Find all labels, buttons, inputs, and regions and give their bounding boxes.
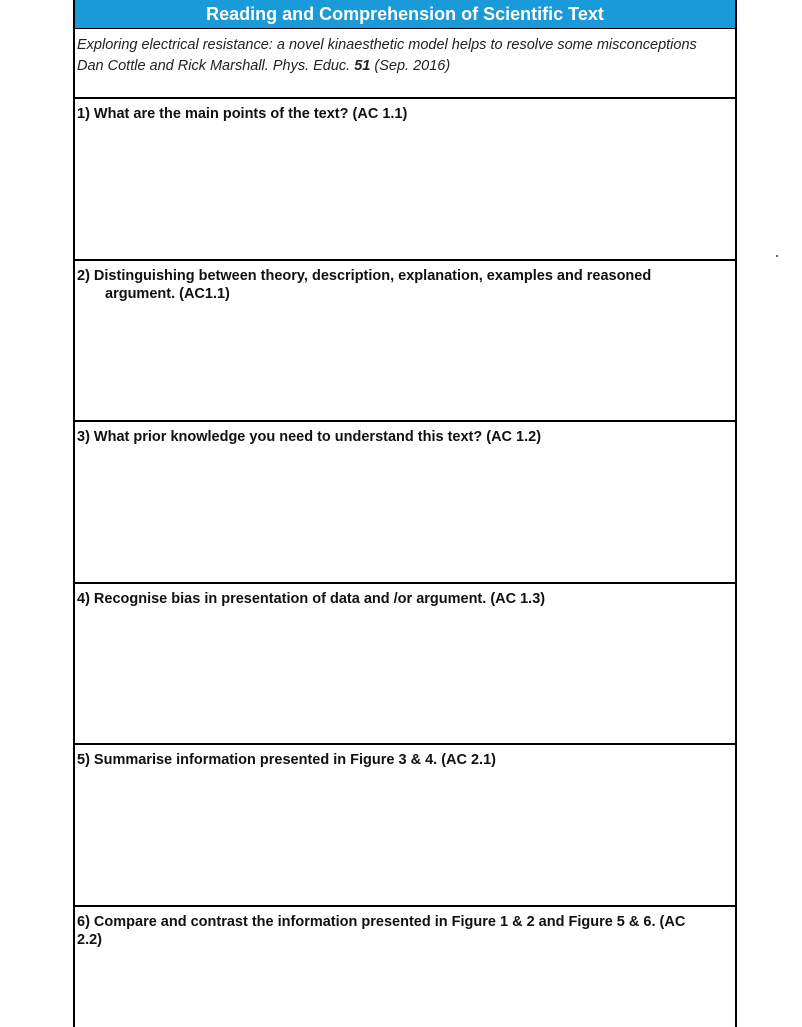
- worksheet: [73, 0, 737, 1027]
- question-6-text-continued: 2.2): [77, 932, 102, 948]
- article-citation: [77, 56, 733, 77]
- question-3-text: 3) What prior knowledge you need to understand this text? (AC 1.2): [77, 429, 542, 445]
- publication-date: (Sep. 2016): [374, 58, 451, 74]
- question-6-text: 6) Compare and contrast the information presented in Figure 1 & 2 and Figure 5 & 6. (AC: [77, 914, 686, 930]
- question-1-box[interactable]: [75, 99, 735, 261]
- question-5-text: 5) Summarise information presented in Figure 3 & 4. (AC 2.1): [77, 752, 496, 768]
- stray-mark: [776, 255, 778, 257]
- question-5-box[interactable]: [75, 745, 735, 907]
- worksheet-title: Reading and Comprehension of Scientific Text: [75, 0, 735, 29]
- question-2-text: 2) Distinguishing between theory, description, explanation, examples and reasoned: [77, 268, 652, 284]
- question-2-box[interactable]: [75, 261, 735, 422]
- authors-journal: Dan Cottle and Rick Marshall. Phys. Educ.: [77, 58, 351, 74]
- article-reference: [75, 29, 735, 99]
- article-title: Exploring electrical resistance: a novel kinaesthetic model helps to resolve some misconceptions: [77, 37, 697, 53]
- question-1-text: 1) What are the main points of the text? (AC 1.1): [77, 106, 408, 122]
- question-4-text: 4) Recognise bias in presentation of data and /or argument. (AC 1.3): [77, 591, 546, 607]
- question-6-box[interactable]: [75, 907, 735, 1027]
- question-4-box[interactable]: [75, 584, 735, 745]
- journal-volume: 51: [354, 58, 371, 74]
- question-3-box[interactable]: [75, 422, 735, 584]
- question-2-text-continued: argument. (AC1.1): [105, 286, 230, 302]
